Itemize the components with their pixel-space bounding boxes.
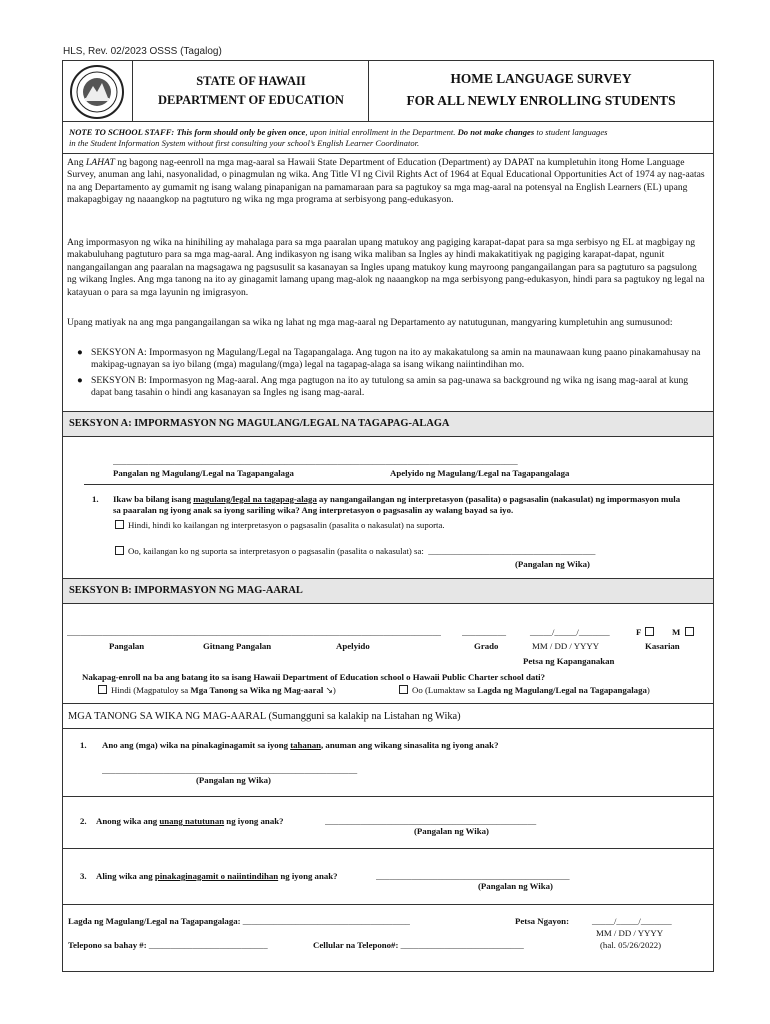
grade-label: Grado	[474, 641, 499, 651]
divider	[62, 153, 714, 154]
checkbox[interactable]	[115, 520, 124, 529]
divider	[368, 61, 369, 121]
todays-date-input[interactable]: _____/_____/_______	[592, 916, 672, 926]
language-name-label: (Pangalan ng Wika)	[414, 826, 489, 836]
agency-line-2: DEPARTMENT OF EDUCATION	[158, 93, 344, 107]
parent-first-name-label: Pangalan ng Magulang/Legal na Tagapangalaga	[113, 468, 294, 478]
cell-phone-row: Cellular na Telepono#: ____________________________	[313, 940, 524, 950]
checkbox[interactable]	[685, 627, 694, 636]
home-phone-input[interactable]: ___________________________	[148, 940, 268, 950]
divider	[62, 728, 714, 729]
interpretation-no-option[interactable]: Hindi, hindi ko kailangan ng interpretasyon o pagsasalin (pasalita o nakasulat) na suporta.	[115, 520, 445, 531]
question-number: 1.	[92, 494, 99, 504]
list-item: ● SEKSYON B: Impormasyon ng Mag-aaral. Ang mga pagtugon na ito ay tutulong sa amin sa pag-unawa sa background ng wika ng isang mag-aaral at kung dapat bang tasahin o hindi ang kasanayan sa Ingles ng isang mag-aaral.	[77, 374, 689, 399]
language-name-label: (Pangalan ng Wika)	[515, 559, 590, 569]
cell-phone-input[interactable]: ____________________________	[400, 940, 524, 950]
divider	[62, 904, 714, 905]
parent-name-input[interactable]: ____________________________________________________________________________________________	[113, 456, 518, 466]
middle-name-label: Gitnang Pangalan	[203, 641, 272, 651]
language-name-label: (Pangalan ng Wika)	[196, 775, 271, 785]
divider	[84, 484, 714, 485]
question-number: 2.	[80, 816, 87, 826]
intro-paragraph-2: Ang impormasyon ng wika na hinihiling ay mahalaga para sa mga paaralan upang matukoy ang pagiging karapat-dapat para sa mga serbisyo ng EL at magbigay ng makabuluhang pagtuturo para sa mga mag-aaral. Ang indikasyon ng isang wika maliban sa Ingles ay hindi makakatitiyak ng pagiging karapat-dapat, ngunit nangangailangan ang paaralan na magsagawa ng pagsusulit sa kasanayan sa Ingles upang matukoy kung mayroong pangangailangan para sa pagtuturo sa pagsulong ng wikang Ingles. Ang mga tanong na ito ay ginagamit lamang upang mag-alok ng naaangkop na mga serbisyong pang-edukasyon, hindi para sa pagtukoy ng legal na katayuan o para sa mga layunin ng imigrasyon.	[67, 237, 705, 298]
intro-paragraph-3: Upang matiyak na ang mga pangangailangan sa wika ng lahat ng mga mag-aaral ng Departamento ay natutugunan, mangyaring kumpletuhin ang sumusunod:	[67, 317, 673, 328]
state-seal-icon	[66, 64, 128, 120]
interpretation-yes-option[interactable]: Oo, kailangan ko ng suporta sa interpretasyon o pagsasalin (pasalita o nakasulat) sa: ______________________________________	[115, 546, 595, 557]
most-used-language-input[interactable]: ____________________________________________	[376, 871, 570, 881]
intro-paragraph-1: Ang LAHAT ng bagong nag-eenroll na mga mag-aaral sa Hawaii State Department of Education (Department) ay DAPAT na kumpletuhin itong Home Language Survey, anuman ang lahi, nasyonalidad, o pinagmulan ng wika. Ang Title VI ng Civil Rights Act of 1964 at Equal Educational Opportunities Act of 1974 ay nag-aatas na ang Departamento ay gumamit ng isang walang pinapanigan na pamamaraan para sa pagtukoy sa mga mag-aaral na potensyal na English Learners (EL) upang makapagbigay ng naaangkop na pagtuturo ng wika ng mga programa at serbisyong pang-edukasyon.	[67, 157, 705, 206]
question-number: 1.	[80, 740, 87, 750]
home-language-input[interactable]: __________________________________________________________	[102, 765, 358, 775]
birthdate-label: Petsa ng Kapanganakan	[523, 656, 615, 666]
grade-input[interactable]: __________	[462, 627, 506, 637]
list-item: ● SEKSYON A: Impormasyon ng Magulang/Legal na Tagapangalaga. Ang tugon na ito ay makakatulong sa amin na maunawaan kung paano pinakamahusay na makipag-ugnayan sa iyo bilang (mga) magulang/(mga) legal na tagapag-alaga sa isang wikang naiintindihan mo.	[77, 347, 701, 371]
sex-male-option[interactable]: M	[672, 627, 698, 638]
enrolled-yes-option[interactable]: Oo (Lumaktaw sa Lagda ng Magulang/Legal na Tagapangalaga)	[399, 685, 650, 696]
interpretation-question: Ikaw ba bilang isang magulang/legal na tagapag-alaga ay nangangailangan ng interpretasyon (pasalita) o pagsasalin (nakasulat) ng impormasyon mula sa paaralan ng iyong anak sa iyong sariling wika? Ang interpretasyon o pagsasalin ay walang bayad sa iyo.	[113, 494, 681, 515]
home-language-question: Ano ang (mga) wika na pinakaginagamit sa iyong tahanan, anuman ang wikang sinasalita ng iyong anak?	[102, 740, 499, 750]
home-phone-row: Telepono sa bahay #: ___________________________	[68, 940, 268, 950]
most-used-language-question: Aling wika ang pinakaginagamit o naiintindihan ng iyong anak?	[96, 871, 338, 881]
divider	[62, 703, 714, 704]
birthdate-input[interactable]: _____/_____/_______	[530, 627, 610, 637]
staff-note: NOTE TO SCHOOL STAFF: This form should only be given once, upon initial enrollment in the Department. Do not make changes to student languages in the Student Information System without first consulting your school’s English Learner Coordinator.	[69, 127, 608, 148]
divider	[62, 796, 714, 797]
divider	[62, 603, 714, 604]
form-title-line-2: FOR ALL NEWLY ENROLLING STUDENTS	[406, 93, 676, 108]
question-number: 3.	[80, 871, 87, 881]
example-date-note: (hal. 05/26/2022)	[600, 940, 662, 950]
language-name-label: (Pangalan ng Wika)	[478, 881, 553, 891]
sex-female-option[interactable]: F	[636, 627, 658, 638]
enrolled-before-question: Nakapag-enroll na ba ang batang ito sa isang Hawaii Department of Education school o Hawaii Public Charter school dati?	[82, 672, 546, 682]
enrolled-no-option[interactable]: Hindi (Magpatuloy sa Mga Tanong sa Wika ng Mag-aaral ↘)	[98, 685, 336, 696]
date-format-label: MM / DD / YYYY	[596, 928, 664, 938]
divider	[62, 121, 714, 122]
revision-code: HLS, Rev. 02/2023 OSSS (Tagalog)	[63, 46, 222, 57]
divider	[62, 436, 714, 437]
first-language-question: Anong wika ang unang natutunan ng iyong anak?	[96, 816, 284, 826]
signature-input[interactable]: ______________________________________	[242, 916, 410, 926]
divider	[62, 848, 714, 849]
language-questions-header: MGA TANONG SA WIKA NG MAG-AARAL (Sumangguni sa kalakip na Listahan ng Wika)	[68, 711, 461, 722]
agency-line-1: STATE OF HAWAII	[196, 74, 306, 88]
last-name-label: Apelyido	[336, 641, 370, 651]
divider	[132, 61, 133, 121]
agency-heading	[134, 72, 368, 110]
intro-bullets	[67, 347, 707, 400]
form-title	[370, 68, 712, 112]
sex-label: Kasarian	[645, 641, 680, 651]
first-language-input[interactable]: ________________________________________________	[325, 816, 537, 826]
student-name-input[interactable]: _____________________________________________________________________________________	[67, 627, 441, 637]
section-a-header: SEKSYON A: IMPORMASYON NG MAGULANG/LEGAL NA TAGAPAG-ALAGA	[63, 412, 713, 436]
signature-row: Lagda ng Magulang/Legal na Tagapangalaga: ______________________________________	[68, 916, 410, 926]
checkbox[interactable]	[645, 627, 654, 636]
checkbox[interactable]	[399, 685, 408, 694]
date-format-label: MM / DD / YYYY	[532, 641, 600, 651]
section-b-header: SEKSYON B: IMPORMASYON NG MAG-AARAL	[63, 579, 713, 603]
todays-date-label: Petsa Ngayon:	[515, 916, 569, 926]
first-name-label: Pangalan	[109, 641, 145, 651]
parent-last-name-label: Apelyido ng Magulang/Legal na Tagapangalaga	[390, 468, 570, 478]
checkbox[interactable]	[98, 685, 107, 694]
interpretation-language-input[interactable]: ______________________________________	[428, 546, 596, 556]
checkbox[interactable]	[115, 546, 124, 555]
form-title-line-1: HOME LANGUAGE SURVEY	[450, 71, 632, 86]
